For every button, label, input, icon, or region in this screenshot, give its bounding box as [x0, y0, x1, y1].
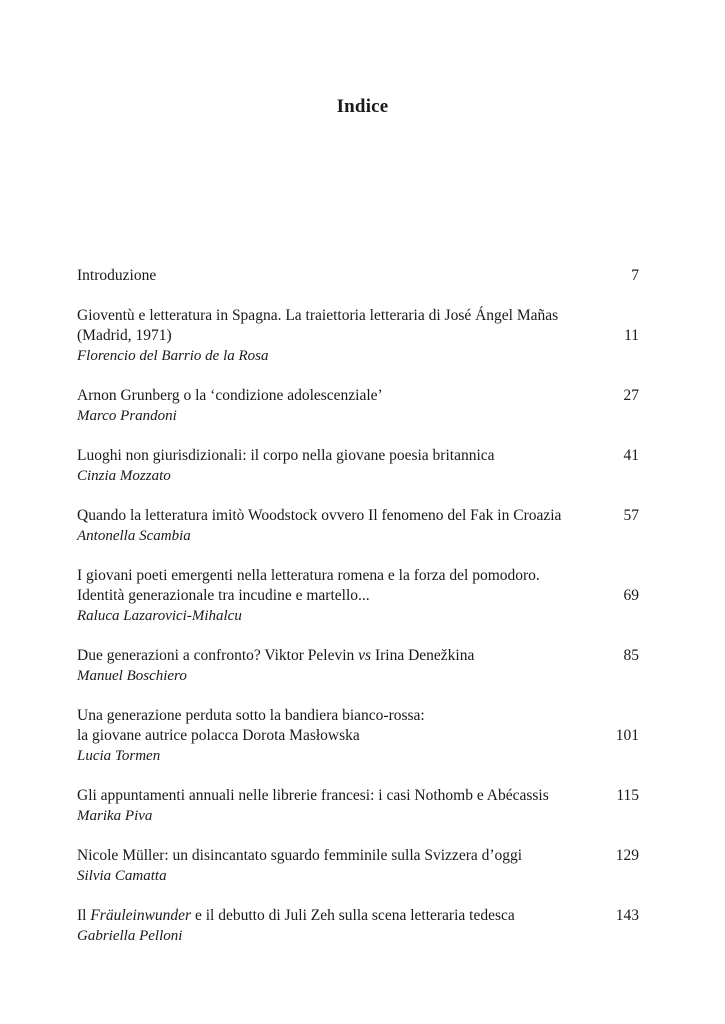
page-number: 115	[616, 787, 639, 804]
entry-author: Manuel Boschiero	[77, 668, 187, 684]
toc-entry[interactable]	[77, 906, 639, 946]
entry-title: Una generazione perduta sotto la bandiera bianco-rossa:	[77, 707, 425, 724]
entry-title-part: e il debutto di Juli Zeh sulla scena letteraria tedesca	[191, 907, 515, 924]
entry-title: Gioventù e letteratura in Spagna. La traiettoria letteraria di José Ángel Mañas	[77, 307, 559, 324]
entry-author: Florencio del Barrio de la Rosa	[77, 348, 269, 364]
page-number: 7	[631, 267, 639, 284]
page-number: 143	[615, 907, 639, 924]
toc-entry[interactable]	[77, 646, 639, 686]
entry-title-continued: la giovane autrice polacca Dorota Masłowska	[77, 727, 360, 744]
page-title: Indice	[336, 96, 389, 117]
entry-title-italic: vs	[358, 647, 372, 664]
entry-title-continued: (Madrid, 1971)	[77, 327, 172, 344]
entry-author: Antonella Scambia	[77, 528, 191, 544]
page-number: 27	[623, 387, 639, 404]
entry-author: Marika Piva	[77, 808, 153, 824]
entry-title	[77, 646, 639, 666]
entry-author: Gabriella Pelloni	[77, 928, 183, 944]
entry-title: Quando la letteratura imitò Woodstock ovvero Il fenomeno del Fak in Croazia	[77, 507, 562, 524]
toc-entry[interactable]	[77, 386, 639, 426]
toc-entry[interactable]	[77, 506, 639, 546]
page-number: 85	[623, 647, 639, 664]
entry-author: Silvia Camatta	[77, 868, 167, 884]
entry-title: Arnon Grunberg o la ‘condizione adolescenziale’	[77, 387, 383, 404]
entry-title: I giovani poeti emergenti nella letteratura romena e la forza del pomodoro.	[77, 567, 540, 584]
table-of-contents	[77, 266, 639, 966]
page-number: 57	[623, 507, 639, 524]
page-number: 69	[623, 587, 639, 604]
entry-title: Nicole Müller: un disincantato sguardo femminile sulla Svizzera d’oggi	[77, 847, 523, 864]
entry-author: Cinzia Mozzato	[77, 468, 171, 484]
page-number: 101	[615, 727, 639, 744]
toc-entry[interactable]	[77, 786, 639, 826]
entry-title: Gli appuntamenti annuali nelle librerie francesi: i casi Nothomb e Abécassis	[77, 787, 549, 804]
entry-title-italic: Fräuleinwunder	[90, 907, 192, 924]
entry-title-part: Due generazioni a confronto? Viktor Pelevin	[77, 647, 359, 664]
entry-title: Introduzione	[77, 267, 157, 284]
toc-entry[interactable]	[77, 706, 639, 766]
entry-title-continued: Identità generazionale tra incudine e martello...	[77, 587, 370, 604]
page-number: 41	[623, 447, 639, 464]
entry-title-part: Irina Denežkina	[371, 647, 475, 664]
toc-entry[interactable]	[77, 306, 639, 366]
entry-title-part: Il	[77, 907, 91, 924]
entry-author: Marco Prandoni	[77, 408, 177, 424]
entry-title: Luoghi non giurisdizionali: il corpo nella giovane poesia britannica	[77, 447, 495, 464]
entry-author: Lucia Tormen	[77, 748, 161, 764]
toc-entry[interactable]	[77, 266, 639, 286]
page-number: 11	[624, 327, 639, 344]
toc-entry[interactable]	[77, 846, 639, 886]
toc-entry[interactable]	[77, 566, 639, 626]
page-number: 129	[615, 847, 639, 864]
entry-author: Raluca Lazarovici-Mihalcu	[77, 608, 242, 624]
entry-title	[77, 906, 639, 926]
toc-entry[interactable]	[77, 446, 639, 486]
